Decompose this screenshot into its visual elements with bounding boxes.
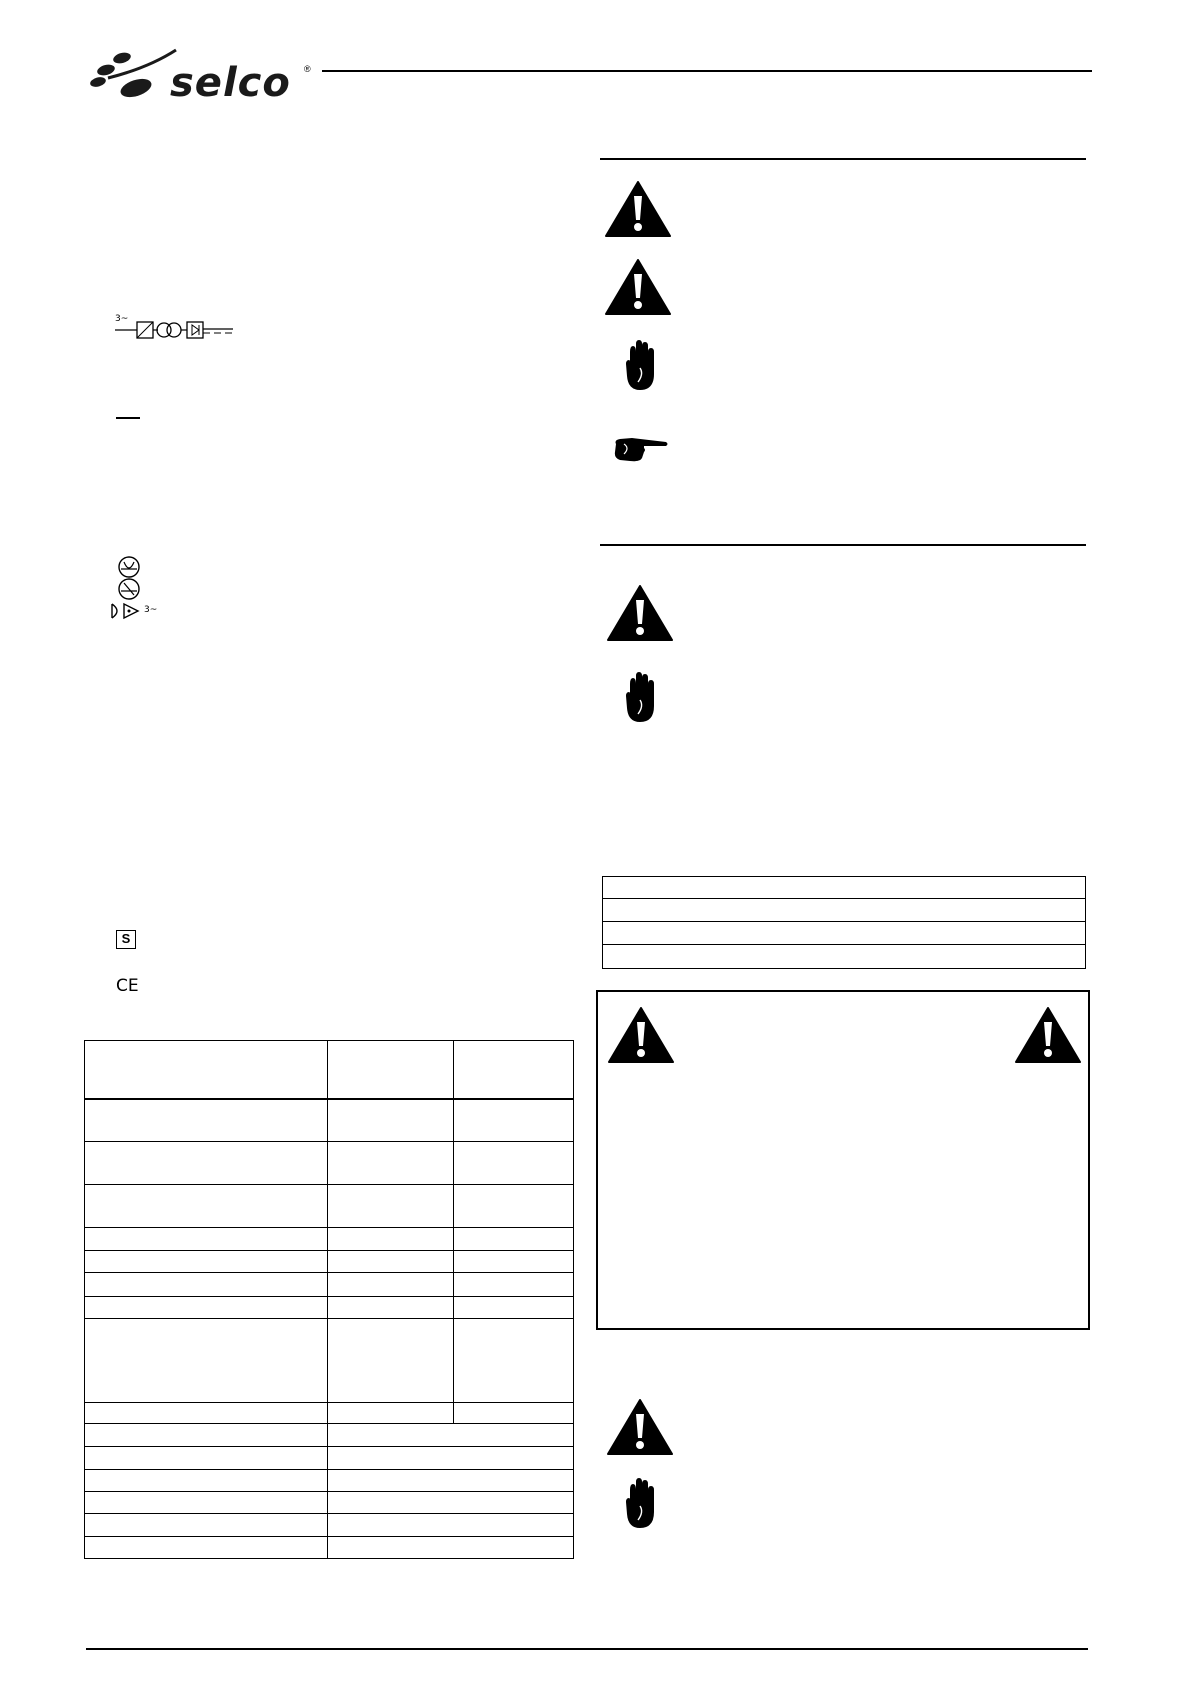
motor-symbol [110, 602, 158, 625]
motor-pump-icon [110, 602, 142, 620]
warning-triangle-icon [606, 584, 674, 642]
table-row-rule [84, 1423, 574, 1424]
stop-hand-icon [624, 338, 656, 392]
table-header-rule [84, 1098, 574, 1100]
section-rule-2 [600, 544, 1086, 546]
warning-2 [604, 258, 672, 316]
technical-data-table [84, 1040, 574, 1559]
caution-hand-2 [624, 670, 656, 724]
footer-rule [86, 1648, 1088, 1650]
warning-triangle-icon [604, 258, 672, 316]
ce-mark: CE [116, 976, 139, 996]
caution-hand-1 [624, 338, 656, 392]
three-phase-label: 3~ [115, 314, 129, 324]
warning-triangle-icon [607, 1006, 675, 1064]
inverter-diagram-icon [115, 318, 235, 340]
dc-line-symbol [116, 417, 140, 419]
generator-icon [112, 556, 146, 578]
note-pointer [612, 434, 670, 464]
registered-mark: ® [304, 64, 311, 74]
warning-triangle-icon [606, 1398, 674, 1456]
caution-hand-3 [624, 1476, 656, 1530]
warning-box-right [1014, 1006, 1082, 1064]
table-row-rule [84, 1469, 574, 1470]
table-row-rule [84, 1272, 574, 1273]
table-row-rule [84, 1513, 574, 1514]
table-row-rule [84, 1184, 574, 1185]
table-row-rule [84, 1227, 574, 1228]
noise-table-row-rule [602, 898, 1086, 899]
table-row-rule [84, 1141, 574, 1142]
pointing-hand-icon [612, 434, 670, 464]
warning-triangle-icon [1014, 1006, 1082, 1064]
inverter-block-diagram [115, 314, 235, 345]
table-row-rule [84, 1402, 574, 1403]
header-rule [322, 70, 1092, 72]
stop-hand-icon [624, 670, 656, 724]
warning-box-left [607, 1006, 675, 1064]
table-row-rule [84, 1250, 574, 1251]
table-row-rule [84, 1318, 574, 1319]
motor-three-phase-label: 3~ [144, 605, 158, 615]
noise-data-table [602, 876, 1086, 969]
stop-hand-icon [624, 1476, 656, 1530]
generator-inverted-icon [112, 578, 146, 600]
table-col-divider-1 [327, 1040, 328, 1559]
s-mark-letter: S [121, 931, 131, 946]
brand-logo [88, 48, 318, 108]
table-row-rule [84, 1446, 574, 1447]
section-rule-1 [600, 158, 1086, 160]
logo-swoosh-icon [88, 48, 178, 104]
table-row-rule [84, 1536, 574, 1537]
table-row-rule [84, 1491, 574, 1492]
generator-symbol-2 [112, 578, 146, 605]
noise-table-row-rule [602, 921, 1086, 922]
noise-table-row-rule [602, 944, 1086, 945]
warning-triangle-icon [604, 180, 672, 238]
warning-3 [606, 584, 674, 642]
warning-4 [606, 1398, 674, 1456]
table-row-rule [84, 1296, 574, 1297]
s-mark [116, 930, 136, 949]
warning-1 [604, 180, 672, 238]
logo-text: selco [170, 60, 291, 106]
